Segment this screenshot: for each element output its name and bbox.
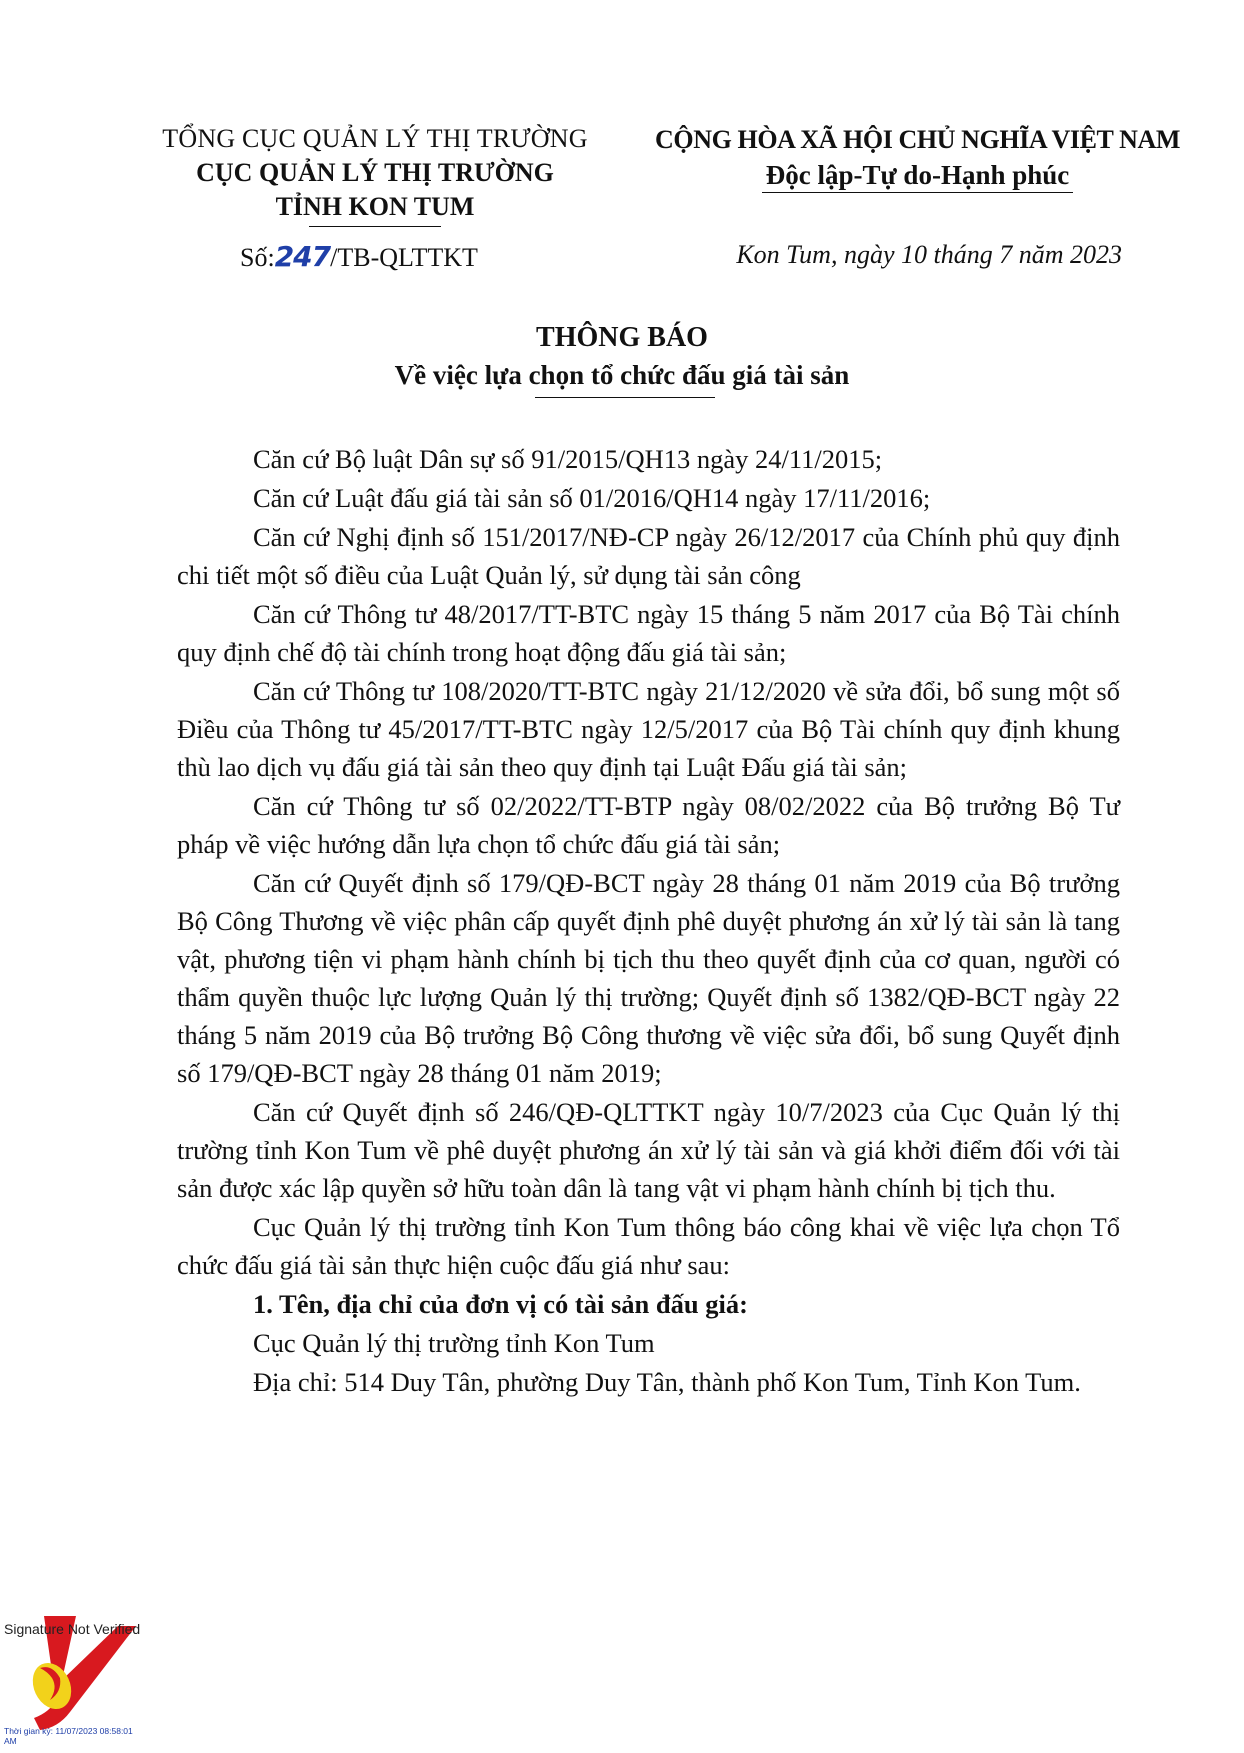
paragraph-announcement: Cục Quản lý thị trường tỉnh Kon Tum thông báo công khai về việc lựa chọn Tổ chức đấu giá tài sản thực hiện cuộc đấu giá như sau: <box>177 1212 1120 1280</box>
place-and-date: Kon Tum, ngày 10 tháng 7 năm 2023 <box>736 240 1122 269</box>
title-underline <box>535 397 715 398</box>
document-title: THÔNG BÁO <box>536 322 708 353</box>
document-subtitle: Về việc lựa chọn tổ chức đấu giá tài sản <box>394 360 850 390</box>
national-motto: Độc lập-Tự do-Hạnh phúc <box>762 158 1074 193</box>
document-number-handwritten: 247 <box>274 240 331 273</box>
signature-time: Thời gian ký: 11/07/2023 08:58:01 AM <box>4 1726 133 1746</box>
paragraph-legal-basis-4: Căn cứ Thông tư 48/2017/TT-BTC ngày 15 tháng 5 năm 2017 của Bộ Tài chính quy định chế độ tài chính trong hoạt động đấu giá tài sản; <box>177 599 1120 667</box>
agency-name-line2: TỈNH KON TUM <box>275 192 475 221</box>
agency-name-line1: CỤC QUẢN LÝ THỊ TRƯỜNG <box>196 158 554 187</box>
section-1-heading: 1. Tên, địa chỉ của đơn vị có tài sản đấu giá: <box>253 1289 748 1319</box>
document-number-suffix: /TB-QLTTKT <box>330 243 478 272</box>
paragraph-legal-basis-1: Căn cứ Bộ luật Dân sự số 91/2015/QH13 ngày 24/11/2015; <box>253 444 883 474</box>
digital-signature-stamp[interactable] <box>0 1608 145 1748</box>
paragraph-legal-basis-8: Căn cứ Quyết định số 246/QĐ-QLTTKT ngày 10/7/2023 của Cục Quản lý thị trường tỉnh Kon Tum về phê duyệt phương án xử lý tài sản và giá khởi điểm đối với tài sản được xác lập quyền sở hữu toàn dân là tang vật vi phạm hành chính bị tịch thu. <box>177 1097 1120 1203</box>
document-number <box>240 240 478 273</box>
country-name: CỘNG HÒA XÃ HỘI CHỦ NGHĨA VIỆT NAM <box>655 125 1180 154</box>
document-number-prefix: Số: <box>240 243 275 272</box>
paragraph-legal-basis-2: Căn cứ Luật đấu giá tài sản số 01/2016/QH14 ngày 17/11/2016; <box>253 483 931 513</box>
issuing-agency-block <box>140 122 610 227</box>
document-body <box>177 440 1120 1402</box>
section-1-unit-name: Cục Quản lý thị trường tỉnh Kon Tum <box>253 1328 655 1358</box>
paragraph-legal-basis-5: Căn cứ Thông tư 108/2020/TT-BTC ngày 21/12/2020 về sửa đổi, bổ sung một số Điều của Thông tư 45/2017/TT-BTC ngày 12/5/2017 của Bộ Tài chính quy định khung thù lao dịch vụ đấu giá tài sản theo quy định tại Luật Đấu giá tài sản; <box>177 676 1120 782</box>
paragraph-legal-basis-6: Căn cứ Thông tư số 02/2022/TT-BTP ngày 08/02/2022 của Bộ trưởng Bộ Tư pháp về việc hướng dẫn lựa chọn tổ chức đấu giá tài sản; <box>177 791 1120 859</box>
section-1-address: Địa chỉ: 514 Duy Tân, phường Duy Tân, thành phố Kon Tum, Tỉnh Kon Tum. <box>253 1367 1081 1397</box>
paragraph-legal-basis-7: Căn cứ Quyết định số 179/QĐ-BCT ngày 28 tháng 01 năm 2019 của Bộ trưởng Bộ Công Thương về việc phân cấp quyết định phê duyệt phương án xử lý tài sản là tang vật, phương tiện vi phạm hành chính bị tịch thu theo quyết định của cơ quan, người có thẩm quyền thuộc lực lượng Quản lý thị trường; Quyết định số 1382/QĐ-BCT ngày 22 tháng 5 năm 2019 của Bộ trưởng Bộ Công thương về việc sửa đổi, bổ sung Quyết định số 179/QĐ-BCT ngày 28 tháng 01 năm 2019; <box>177 868 1120 1088</box>
paragraph-legal-basis-3: Căn cứ Nghị định số 151/2017/NĐ-CP ngày 26/12/2017 của Chính phủ quy định chi tiết một số điều của Luật Quản lý, sử dụng tài sản công <box>177 522 1120 590</box>
agency-underline <box>309 226 441 227</box>
parent-agency: TỔNG CỤC QUẢN LÝ THỊ TRƯỜNG <box>162 124 588 153</box>
signature-status: Signature Not Verified <box>4 1621 141 1637</box>
national-header-block <box>600 122 1235 198</box>
